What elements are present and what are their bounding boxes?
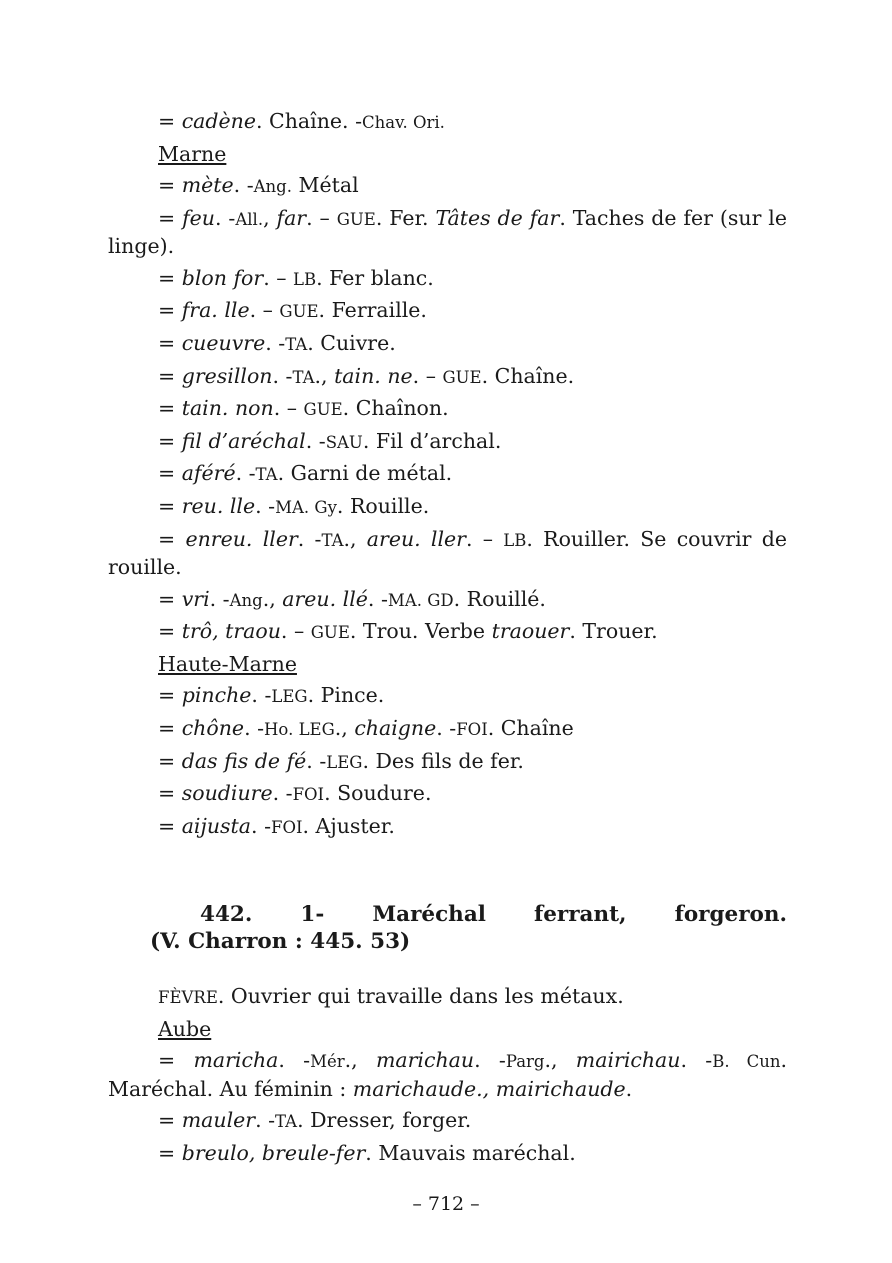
entries-top xyxy=(108,106,787,843)
page-body xyxy=(108,106,787,1170)
dictionary-entry: = aijusta. -FOI. Ajuster. xyxy=(158,813,395,838)
entries-bottom xyxy=(108,981,787,1169)
dictionary-entry: = feu. -All., far. – GUE. Fer. Tâtes de far. Taches de fer (sur le linge). xyxy=(108,205,787,259)
dictionary-entry: = chône. -Ho. LEG., chaigne. -FOI. Chaîne xyxy=(158,715,574,740)
section-heading-line2: (V. Charron : 445. 53) xyxy=(150,929,411,955)
region-heading: Haute-Marne xyxy=(158,651,297,676)
dictionary-entry: = aféré. -TA. Garni de métal. xyxy=(158,461,453,486)
dictionary-entry: FÈVRE. Ouvrier qui travaille dans les métaux. xyxy=(158,984,624,1009)
dictionary-entry: = mauler. -TA. Dresser, forger. xyxy=(158,1108,472,1133)
heading-word: ferrant, xyxy=(533,902,627,928)
dictionary-entry: = das fis de fé. -LEG. Des fils de fer. xyxy=(158,748,524,773)
dictionary-entry: = cadène. Chaîne. -Chav. Ori. xyxy=(158,109,445,133)
dictionary-entry: = fra. lle. – GUE. Ferraille. xyxy=(158,298,427,323)
dictionary-entry: = gresillon. -TA., tain. ne. – GUE. Chaîne. xyxy=(158,363,575,388)
dictionary-entry: = maricha. -Mér., marichau. -Parg., mairichau. -B. Cun. Maréchal. Au féminin : marichaude., mairichaude. xyxy=(108,1048,787,1101)
dictionary-entry: = blon for. – LB. Fer blanc. xyxy=(158,265,434,290)
section-heading xyxy=(108,901,787,955)
dictionary-entry: = tain. non. – GUE. Chaînon. xyxy=(158,396,449,421)
dictionary-entry: = pinche. -LEG. Pince. xyxy=(158,683,385,708)
heading-word: 1- xyxy=(300,902,325,928)
dictionary-entry: = reu. lle. -MA. Gy. Rouille. xyxy=(158,493,430,518)
region-heading: Aube xyxy=(158,1016,212,1041)
dictionary-entry: = fil d’aréchal. -SAU. Fil d’archal. xyxy=(158,428,502,453)
section-heading-line1 xyxy=(108,901,787,928)
region-heading: Marne xyxy=(158,141,227,166)
dictionary-entry: = soudiure. -FOI. Soudure. xyxy=(158,781,432,806)
page-number: – 712 – xyxy=(412,1193,480,1215)
dictionary-entry: = mète. -Ang. Métal xyxy=(158,173,359,198)
heading-word: Maréchal xyxy=(372,902,486,928)
heading-word: forgeron. xyxy=(674,902,787,928)
dictionary-entry: = enreu. ller. -TA., areu. ller. – LB. Rouiller. Se couvrir de rouille. xyxy=(108,526,787,580)
heading-word: 442. xyxy=(200,902,253,928)
dictionary-entry: = cueuvre. -TA. Cuivre. xyxy=(158,330,396,355)
dictionary-entry: = vri. -Ang., areu. llé. -MA. GD. Rouillé. xyxy=(158,586,546,611)
dictionary-entry: = trô, traou. – GUE. Trou. Verbe traouer. Trouer. xyxy=(158,619,658,644)
dictionary-entry: = breulo, breule-fer. Mauvais maréchal. xyxy=(158,1141,576,1166)
